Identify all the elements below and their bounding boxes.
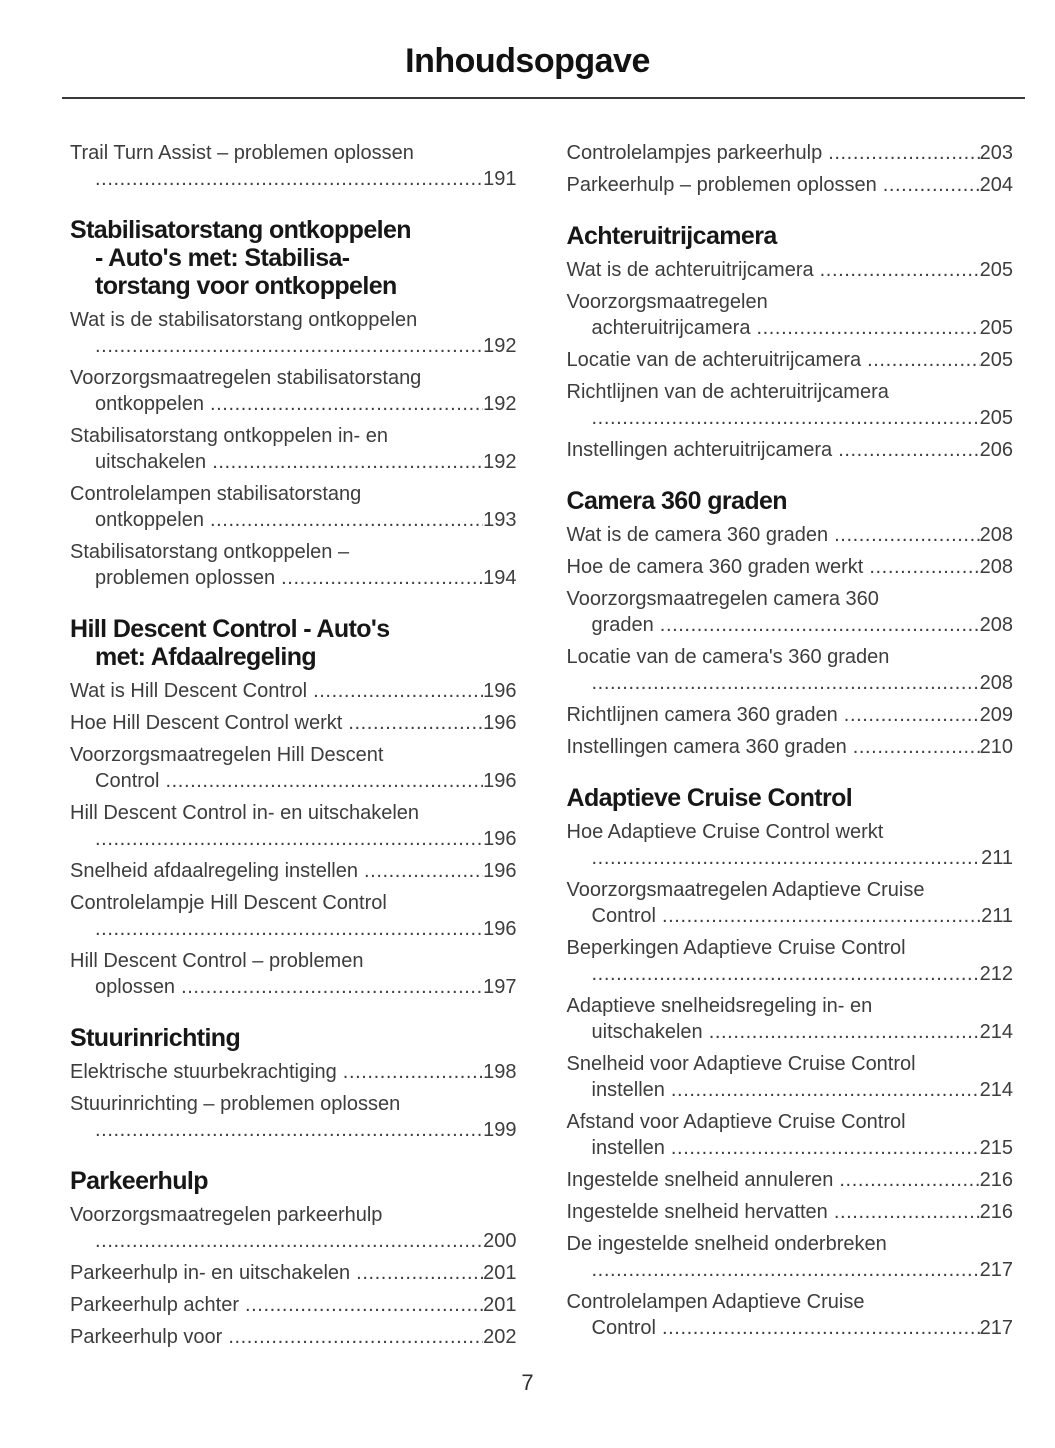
toc-entry-line: Afstand voor Adaptieve Cruise Control — [566, 1111, 906, 1133]
toc-entry-lastline — [567, 172, 1014, 198]
dot-leader — [662, 903, 981, 929]
toc-entry-lastline — [70, 1324, 517, 1350]
toc-entry — [567, 1289, 1014, 1341]
page-ref: 205 — [979, 349, 1013, 371]
toc-entry — [567, 289, 1014, 341]
section-heading — [70, 1167, 517, 1195]
toc-entry-text: Parkeerhulp achter — [70, 1294, 239, 1316]
dot-leader — [671, 1135, 980, 1161]
page-ref: 192 — [483, 393, 517, 415]
dot-leader — [671, 1077, 980, 1103]
dot-leader — [834, 1199, 980, 1225]
toc-entry-text: Ingestelde snelheid hervatten — [566, 1201, 828, 1223]
page-ref: 212 — [979, 963, 1013, 985]
toc-entry-lastline — [567, 315, 1014, 341]
toc-entry-line: Adaptieve snelheidsregeling in- en — [566, 995, 873, 1017]
toc-entry-line: Hill Descent Control in- en uitschakelen — [70, 802, 420, 824]
toc-entry — [567, 1051, 1014, 1103]
dot-leader — [844, 702, 980, 728]
toc-entry-lastline — [567, 845, 1014, 871]
toc-entry-line: De ingestelde snelheid onderbreken — [566, 1233, 887, 1255]
toc-entry-lastline — [567, 1019, 1014, 1045]
section-heading — [567, 222, 1014, 250]
toc-entry-lastline — [70, 974, 517, 1000]
toc-entry — [567, 1167, 1014, 1193]
toc-entry-text: achteruitrijcamera — [591, 317, 751, 339]
toc-entry — [70, 140, 517, 192]
page-ref: 196 — [483, 828, 517, 850]
dot-leader — [364, 858, 483, 884]
toc-entry — [567, 935, 1014, 987]
toc-entry — [567, 586, 1014, 638]
section-heading-line: Achteruitrijcamera — [566, 222, 777, 250]
toc-section — [70, 615, 517, 1000]
toc-entry-lastline — [70, 333, 517, 359]
dot-leader — [95, 1117, 483, 1143]
page-title: Inhoudsopgave — [405, 42, 650, 80]
dot-leader — [210, 507, 483, 533]
toc-entry — [70, 710, 517, 736]
dot-leader — [181, 974, 483, 1000]
page-ref: 209 — [979, 704, 1013, 726]
page-ref: 192 — [483, 335, 517, 357]
toc-entry-line: Voorzorgsmaatregelen Hill Descent — [70, 744, 384, 766]
dot-leader — [95, 916, 483, 942]
dot-leader — [838, 437, 979, 463]
dot-leader — [853, 734, 980, 760]
dot-leader — [592, 405, 980, 431]
toc-entry-lastline — [567, 903, 1014, 929]
toc-entry-line: Controlelampen Adaptieve Cruise — [566, 1291, 865, 1313]
toc-entry-lastline — [567, 1315, 1014, 1341]
page-number: 7 — [521, 1370, 534, 1395]
section-heading-line: met: Afdaalregeling — [95, 643, 317, 671]
section-heading-line: Parkeerhulp — [70, 1167, 208, 1195]
toc-entry-line: Trail Turn Assist – problemen oplossen — [70, 142, 414, 164]
toc-entry — [567, 140, 1014, 166]
toc-entry-lastline — [70, 678, 517, 704]
toc-entry-text: Parkeerhulp – problemen oplossen — [566, 174, 877, 196]
page-ref: 217 — [979, 1259, 1013, 1281]
page-ref: 214 — [979, 1021, 1013, 1043]
toc-entry-lastline — [70, 166, 517, 192]
dot-leader — [662, 1315, 980, 1341]
toc-entry-lastline — [567, 1257, 1014, 1283]
page-ref: 208 — [979, 614, 1013, 636]
dot-leader — [592, 1257, 980, 1283]
toc-entry-lastline — [567, 554, 1014, 580]
dot-leader — [356, 1260, 483, 1286]
toc-entry-text: Locatie van de achteruitrijcamera — [566, 349, 862, 371]
dot-leader — [839, 1167, 979, 1193]
toc-entry-lastline — [567, 522, 1014, 548]
toc-entry-lastline — [70, 826, 517, 852]
toc-entry-lastline — [567, 257, 1014, 283]
page-ref: 194 — [483, 567, 517, 589]
toc-entry-line: Voorzorgsmaatregelen Adaptieve Cruise — [566, 879, 925, 901]
toc-entry-text: Wat is de achteruitrijcamera — [566, 259, 814, 281]
page-ref: 191 — [483, 168, 517, 190]
toc-entry-lastline — [70, 565, 517, 591]
toc-entry-text: problemen oplossen — [95, 567, 276, 589]
page-ref: 210 — [979, 736, 1013, 758]
toc-entry-line: Hoe Adaptieve Cruise Control werkt — [566, 821, 884, 843]
page-ref: 198 — [483, 1061, 517, 1083]
toc-entry-lastline — [70, 1228, 517, 1254]
toc-column-right — [567, 140, 1014, 1356]
section-heading-line: torstang voor ontkoppelen — [95, 272, 397, 300]
toc-entry-line: Controlelampen stabilisatorstang — [70, 483, 362, 505]
page-ref: 196 — [483, 770, 517, 792]
toc-entry — [70, 1260, 517, 1286]
section-heading — [567, 784, 1014, 812]
toc-entry-lastline — [567, 961, 1014, 987]
toc-entry — [70, 365, 517, 417]
toc-entry-text: Control — [591, 1317, 656, 1339]
toc-entry — [70, 423, 517, 475]
toc-entry — [567, 379, 1014, 431]
toc-entry-text: ontkoppelen — [95, 509, 204, 531]
section-heading-line: Hill Descent Control - Auto's — [70, 615, 390, 643]
toc-entry-line: Hill Descent Control – problemen — [70, 950, 364, 972]
toc-entry-text: Elektrische stuurbekrachtiging — [70, 1061, 337, 1083]
toc-entry — [70, 948, 517, 1000]
dot-leader — [867, 347, 980, 373]
toc-entry-line: Controlelampje Hill Descent Control — [70, 892, 387, 914]
toc-entry-text: Control — [591, 905, 656, 927]
toc-entry — [567, 257, 1014, 283]
dot-leader — [592, 961, 980, 987]
toc-entry-line: Locatie van de camera's 360 graden — [566, 646, 890, 668]
toc-entry — [567, 522, 1014, 548]
toc-entry-line: Voorzorgsmaatregelen camera 360 — [566, 588, 879, 610]
page-ref: 204 — [979, 174, 1013, 196]
toc-entry-lastline — [567, 670, 1014, 696]
toc-entry — [70, 307, 517, 359]
toc-entry-line: Voorzorgsmaatregelen stabilisatorstang — [70, 367, 422, 389]
toc-section — [567, 784, 1014, 1341]
section-heading — [567, 487, 1014, 515]
toc-entry — [70, 742, 517, 794]
dot-leader — [281, 565, 483, 591]
toc-entry-line: Beperkingen Adaptieve Cruise Control — [566, 937, 906, 959]
dot-leader — [756, 315, 979, 341]
page-ref: 205 — [979, 407, 1013, 429]
dot-leader — [828, 140, 979, 166]
toc-entry — [70, 1292, 517, 1318]
page-ref: 216 — [979, 1169, 1013, 1191]
page-ref: 208 — [979, 524, 1013, 546]
page-ref: 208 — [979, 556, 1013, 578]
dot-leader — [165, 768, 483, 794]
toc-entry-text: Richtlijnen camera 360 graden — [566, 704, 838, 726]
dot-leader — [228, 1324, 483, 1350]
toc-entry-line: Snelheid voor Adaptieve Cruise Control — [566, 1053, 916, 1075]
toc-entry-lastline — [567, 612, 1014, 638]
page-ref: 201 — [483, 1294, 517, 1316]
toc-entry-lastline — [567, 140, 1014, 166]
toc-entry-text: uitschakelen — [591, 1021, 703, 1043]
toc-entry-text: Controlelampjes parkeerhulp — [566, 142, 823, 164]
toc-entry-lastline — [70, 507, 517, 533]
toc-entry — [70, 890, 517, 942]
toc-entry-lastline — [567, 1135, 1014, 1161]
page-ref: 215 — [979, 1137, 1013, 1159]
dot-leader — [883, 172, 980, 198]
section-heading-line: - Auto's met: Stabilisa- — [95, 244, 350, 272]
section-heading-line: Stabilisatorstang ontkoppelen — [70, 216, 411, 244]
toc-entry-text: Parkeerhulp voor — [70, 1326, 223, 1348]
toc-entry-lastline — [567, 1199, 1014, 1225]
toc-entry-lastline — [567, 437, 1014, 463]
toc-entry-text: Wat is Hill Descent Control — [70, 680, 308, 702]
toc-entry-line: Voorzorgsmaatregelen — [566, 291, 768, 313]
page-ref: 196 — [483, 860, 517, 882]
toc-entry-line: Stuurinrichting – problemen oplossen — [70, 1093, 401, 1115]
toc-entry-text: Hoe de camera 360 graden werkt — [566, 556, 864, 578]
toc-entry — [70, 1059, 517, 1085]
toc-entry — [567, 347, 1014, 373]
toc-entry — [567, 437, 1014, 463]
toc-section — [567, 222, 1014, 463]
toc-entry — [567, 702, 1014, 728]
toc-entry-line: Stabilisatorstang ontkoppelen – — [70, 541, 350, 563]
page-ref: 211 — [981, 847, 1013, 869]
page-ref: 197 — [483, 976, 517, 998]
page-ref: 211 — [981, 905, 1013, 927]
toc-entry-text: Ingestelde snelheid annuleren — [566, 1169, 834, 1191]
dot-leader — [343, 1059, 483, 1085]
toc-entry — [567, 644, 1014, 696]
section-heading-line: Adaptieve Cruise Control — [566, 784, 853, 812]
page-ref: 202 — [483, 1326, 517, 1348]
page-ref: 217 — [979, 1317, 1013, 1339]
toc-entry — [567, 819, 1014, 871]
toc-entry — [567, 734, 1014, 760]
page-ref: 205 — [979, 317, 1013, 339]
page-ref: 203 — [979, 142, 1013, 164]
page-ref: 208 — [979, 672, 1013, 694]
toc-columns — [70, 140, 1013, 1356]
dot-leader — [313, 678, 483, 704]
toc-entry-lastline — [567, 734, 1014, 760]
section-heading — [70, 615, 517, 671]
page-ref: 206 — [979, 439, 1013, 461]
dot-leader — [869, 554, 979, 580]
page-ref: 196 — [483, 712, 517, 734]
page-ref: 201 — [483, 1262, 517, 1284]
dot-leader — [592, 670, 980, 696]
toc-section — [70, 1024, 517, 1143]
toc-entry-lastline — [567, 1167, 1014, 1193]
toc-entry-text: oplossen — [95, 976, 176, 998]
page-ref: 192 — [483, 451, 517, 473]
toc-entry-text: Control — [95, 770, 160, 792]
toc-entry-lastline — [70, 710, 517, 736]
toc-entry-line: Voorzorgsmaatregelen parkeerhulp — [70, 1204, 383, 1226]
toc-entry-line: Wat is de stabilisatorstang ontkoppelen — [70, 309, 418, 331]
toc-entry-text: Wat is de camera 360 graden — [566, 524, 829, 546]
toc-entry — [567, 1231, 1014, 1283]
toc-entry-lastline — [567, 702, 1014, 728]
toc-entry-text: Instellingen camera 360 graden — [566, 736, 847, 758]
toc-entry-text: instellen — [591, 1079, 665, 1101]
dot-leader — [95, 166, 483, 192]
dot-leader — [95, 826, 483, 852]
toc-entry-lastline — [70, 1059, 517, 1085]
toc-entry — [70, 678, 517, 704]
page-ref: 196 — [483, 918, 517, 940]
toc-entry-text: Hoe Hill Descent Control werkt — [70, 712, 343, 734]
toc-entry — [70, 858, 517, 884]
toc-entry — [70, 1091, 517, 1143]
toc-entry — [567, 877, 1014, 929]
dot-leader — [348, 710, 483, 736]
dot-leader — [834, 522, 980, 548]
toc-entry — [70, 800, 517, 852]
toc-entry-lastline — [70, 1292, 517, 1318]
toc-section — [70, 140, 517, 192]
toc-entry-text: uitschakelen — [95, 451, 207, 473]
dot-leader — [660, 612, 980, 638]
toc-entry-text: Parkeerhulp in- en uitschakelen — [70, 1262, 351, 1284]
toc-entry — [70, 481, 517, 533]
section-heading-line: Camera 360 graden — [566, 487, 787, 515]
toc-entry — [567, 1109, 1014, 1161]
toc-entry-line: Stabilisatorstang ontkoppelen in- en — [70, 425, 388, 447]
page-ref: 205 — [979, 259, 1013, 281]
section-heading — [70, 216, 517, 300]
dot-leader — [592, 845, 982, 871]
toc-section — [567, 140, 1014, 198]
toc-entry-lastline — [70, 391, 517, 417]
toc-entry — [567, 993, 1014, 1045]
toc-entry-line: Richtlijnen van de achteruitrijcamera — [566, 381, 889, 403]
toc-entry — [70, 1324, 517, 1350]
toc-entry-lastline — [70, 916, 517, 942]
page-ref: 200 — [483, 1230, 517, 1252]
toc-section — [70, 1167, 517, 1350]
page-ref: 193 — [483, 509, 517, 531]
toc-entry-lastline — [70, 1260, 517, 1286]
toc-entry — [567, 554, 1014, 580]
dot-leader — [245, 1292, 483, 1318]
dot-leader — [709, 1019, 980, 1045]
dot-leader — [820, 257, 980, 283]
toc-entry-text: Instellingen achteruitrijcamera — [566, 439, 833, 461]
toc-entry-lastline — [70, 449, 517, 475]
page-ref: 214 — [979, 1079, 1013, 1101]
dot-leader — [210, 391, 483, 417]
section-heading — [70, 1024, 517, 1052]
dot-leader — [95, 1228, 483, 1254]
toc-entry-text: graden — [591, 614, 654, 636]
toc-section — [567, 487, 1014, 760]
toc-entry — [70, 539, 517, 591]
dot-leader — [212, 449, 483, 475]
header-rule — [62, 97, 1025, 99]
toc-entry-lastline — [70, 1117, 517, 1143]
toc-column-left — [70, 140, 517, 1356]
toc-entry — [567, 1199, 1014, 1225]
toc-entry-lastline — [70, 858, 517, 884]
toc-entry — [567, 172, 1014, 198]
toc-section — [70, 216, 517, 591]
dot-leader — [95, 333, 483, 359]
page-ref: 199 — [483, 1119, 517, 1141]
page-ref: 216 — [979, 1201, 1013, 1223]
toc-entry — [70, 1202, 517, 1254]
toc-entry-text: Snelheid afdaalregeling instellen — [70, 860, 358, 882]
toc-entry-text: instellen — [591, 1137, 665, 1159]
toc-entry-lastline — [70, 768, 517, 794]
page-ref: 196 — [483, 680, 517, 702]
toc-entry-lastline — [567, 347, 1014, 373]
toc-entry-lastline — [567, 1077, 1014, 1103]
toc-entry-text: ontkoppelen — [95, 393, 204, 415]
toc-entry-lastline — [567, 405, 1014, 431]
section-heading-line: Stuurinrichting — [70, 1024, 241, 1052]
